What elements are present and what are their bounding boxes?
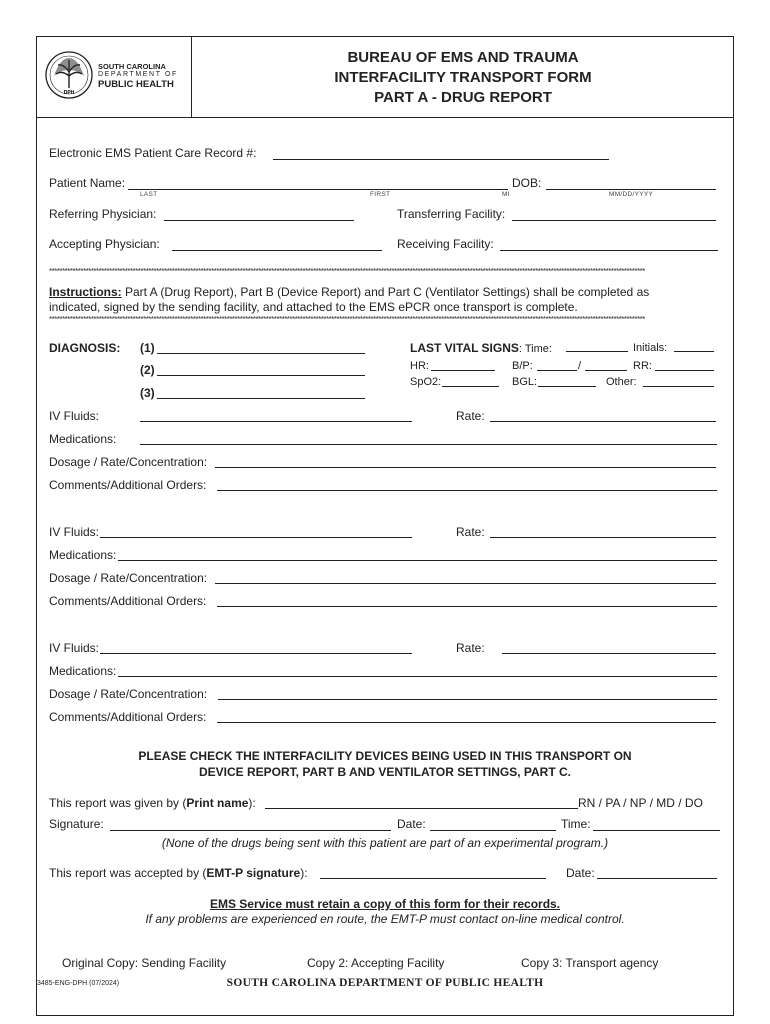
iv-fluids-input-3[interactable] (100, 653, 412, 654)
other-label: Other: (606, 376, 637, 388)
bp-slash: / (578, 360, 582, 372)
form-title-3: PART A - DRUG REPORT (374, 89, 552, 106)
rr-input[interactable] (655, 370, 714, 371)
comments-input-1[interactable] (217, 490, 717, 491)
spo2-input[interactable] (442, 386, 499, 387)
form-code: 3485-ENG-DPH (07/2024) (37, 980, 120, 987)
accepted-date-label: Date: (566, 866, 595, 880)
report-given-pre: This report was given by ( (49, 796, 187, 810)
referring-input[interactable] (164, 220, 354, 221)
rr-label: RR: (633, 360, 652, 372)
copy-3: Copy 3: Transport agency (521, 956, 659, 970)
bp-systolic-input[interactable] (537, 370, 577, 371)
bgl-label: BGL: (512, 376, 538, 388)
dob-label: DOB: (512, 176, 542, 190)
roles-text: RN / PA / NP / MD / DO (578, 796, 703, 810)
vitals-time-input[interactable] (566, 351, 628, 352)
medications-input-2[interactable] (118, 560, 717, 561)
vitals-initials-label: Initials: (633, 342, 668, 354)
other-input[interactable] (643, 386, 714, 387)
online-control-note: If any problems are experienced en route, the EMT-P must contact on-line medical control. (145, 912, 625, 926)
diagnosis-input-3[interactable] (157, 398, 365, 399)
spo2-label: SpO2: (410, 376, 442, 388)
vitals-time-label: : Time: (518, 343, 552, 355)
experimental-note: (None of the drugs being sent with this patient are part of an experimental program.) (161, 836, 609, 850)
diagnosis-input-1[interactable] (157, 353, 365, 354)
epcr-label: Electronic EMS Patient Care Record #: (49, 146, 257, 160)
report-accepted-post: ): (300, 866, 308, 880)
referring-label: Referring Physician: (49, 207, 157, 221)
transferring-input[interactable] (512, 220, 716, 221)
iv-fluids-input-1[interactable] (140, 421, 412, 422)
comments-label-3: Comments/Additional Orders: (49, 710, 207, 724)
iv-fluids-label-2: IV Fluids: (49, 525, 100, 539)
time-label: Time: (561, 817, 591, 831)
last-caption: LAST (140, 191, 158, 198)
check-notice-1: PLEASE CHECK THE INTERFACILITY DEVICES BEING USED IN THIS TRANSPORT ON (138, 749, 632, 763)
dosage-input-3[interactable] (218, 699, 717, 700)
comments-input-3[interactable] (217, 722, 716, 723)
comments-input-2[interactable] (217, 606, 717, 607)
instructions-line-1 (49, 285, 649, 299)
scdph-seal-icon (44, 50, 94, 100)
divider-top: ************************************************************************************************************************************************************************************************************************************ (49, 267, 645, 276)
accepting-label: Accepting Physician: (49, 237, 160, 251)
rate-input-2[interactable] (490, 537, 716, 538)
signature-input[interactable] (110, 830, 391, 831)
dob-input[interactable] (546, 189, 716, 190)
signature-label: Signature: (49, 817, 104, 831)
accepted-date-input[interactable] (597, 878, 717, 879)
copy-2: Copy 2: Accepting Facility (307, 956, 445, 970)
epcr-input[interactable] (273, 159, 609, 160)
patient-name-input[interactable] (128, 189, 508, 190)
receiving-input[interactable] (500, 250, 718, 251)
emt-signature-input[interactable] (320, 878, 546, 879)
dob-format: MM/DD/YYYY (609, 191, 654, 198)
transferring-label: Transferring Facility: (397, 207, 506, 221)
vitals-label: LAST VITAL SIGNS (410, 341, 519, 355)
copy-original: Original Copy: Sending Facility (62, 956, 227, 970)
instructions-text-1: Part A (Drug Report), Part B (Device Report) and Part C (Ventilator Settings) shall be completed as (121, 285, 650, 299)
form-title-1: BUREAU OF EMS AND TRAUMA (347, 49, 579, 66)
hr-input[interactable] (431, 370, 495, 371)
dosage-label-3: Dosage / Rate/Concentration: (49, 687, 208, 701)
check-notice-2: DEVICE REPORT, PART B AND VENTILATOR SETTINGS, PART C. (198, 765, 572, 779)
medications-label-1: Medications: (49, 432, 117, 446)
print-name-input[interactable] (265, 808, 578, 809)
dosage-label-2: Dosage / Rate/Concentration: (49, 571, 208, 585)
logo-line-2: DEPARTMENT OF (98, 71, 178, 78)
hr-label: HR: (410, 360, 429, 372)
logo-line-1: SOUTH CAROLINA (98, 62, 166, 71)
time-input[interactable] (593, 830, 720, 831)
report-given-post: ): (248, 796, 256, 810)
diagnosis-num-3: (3) (140, 386, 155, 400)
bp-diastolic-input[interactable] (585, 370, 627, 371)
divider-bottom: ************************************************************************************************************************************************************************************************************************************ (49, 315, 645, 324)
first-caption: FIRST (370, 191, 391, 198)
date-label: Date: (397, 817, 426, 831)
rate-input-3[interactable] (502, 653, 716, 654)
medications-input-3[interactable] (118, 676, 717, 677)
mi-caption: MI (502, 191, 510, 198)
iv-fluids-label-3: IV Fluids: (49, 641, 100, 655)
medications-input-1[interactable] (140, 444, 717, 445)
rate-label-3: Rate: (456, 641, 485, 655)
diagnosis-num-2: (2) (140, 363, 155, 377)
dosage-label-1: Dosage / Rate/Concentration: (49, 455, 208, 469)
form-title-2: INTERFACILITY TRANSPORT FORM (334, 69, 592, 86)
diagnosis-input-2[interactable] (157, 375, 365, 376)
report-accepted-bold: EMT-P signature (206, 866, 301, 880)
accepting-input[interactable] (172, 250, 382, 251)
retain-notice: EMS Service must retain a copy of this form for their records. (209, 897, 561, 911)
medications-label-3: Medications: (49, 664, 117, 678)
diagnosis-label: DIAGNOSIS: (49, 341, 121, 355)
instructions-label: Instructions: (49, 285, 122, 299)
rate-input-1[interactable] (490, 421, 716, 422)
instructions-line-2: indicated, signed by the sending facility, and attached to the EMS ePCR once transport is complete. (49, 300, 578, 314)
dosage-input-1[interactable] (215, 467, 716, 468)
logo-line-3: PUBLIC HEALTH (98, 79, 174, 90)
comments-label-2: Comments/Additional Orders: (49, 594, 207, 608)
comments-label-1: Comments/Additional Orders: (49, 478, 207, 492)
bp-label: B/P: (512, 360, 533, 372)
diagnosis-num-1: (1) (140, 341, 155, 355)
report-given-label (49, 796, 256, 810)
bgl-input[interactable] (538, 386, 596, 387)
rate-label-2: Rate: (456, 525, 485, 539)
rate-label-1: Rate: (456, 409, 485, 423)
dosage-input-2[interactable] (215, 583, 716, 584)
date-input[interactable] (430, 830, 556, 831)
report-accepted-pre: This report was accepted by ( (49, 866, 207, 880)
report-accepted-label (49, 866, 308, 880)
footer-dept: SOUTH CAROLINA DEPARTMENT OF PUBLIC HEALTH (226, 977, 544, 989)
medications-label-2: Medications: (49, 548, 117, 562)
iv-fluids-input-2[interactable] (100, 537, 412, 538)
report-given-bold: Print name (186, 796, 249, 810)
iv-fluids-label-1: IV Fluids: (49, 409, 100, 423)
vitals-initials-input[interactable] (674, 351, 714, 352)
receiving-label: Receiving Facility: (397, 237, 494, 251)
patient-name-label: Patient Name: (49, 176, 126, 190)
vitals-header (410, 341, 552, 355)
svg-text:DPH: DPH (63, 90, 75, 96)
